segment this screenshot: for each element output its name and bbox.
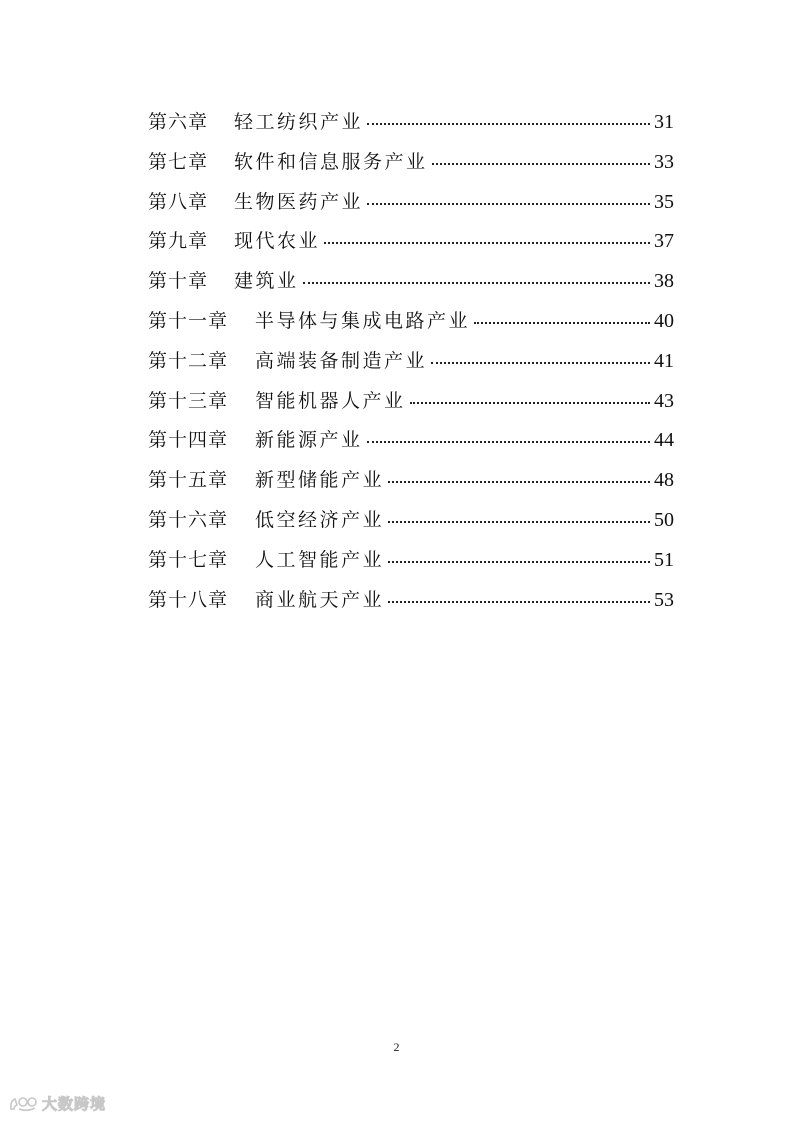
toc-entry[interactable] — [148, 107, 674, 147]
toc-dot-leader — [388, 547, 650, 566]
toc-entry[interactable] — [148, 147, 674, 187]
toc-chapter-title: 轻工纺织产业 — [234, 111, 364, 133]
brand-logo-icon — [8, 1095, 38, 1113]
toc-page-number: 51 — [654, 548, 674, 571]
page-number: 2 — [393, 1040, 400, 1054]
toc-page-number: 53 — [654, 588, 674, 611]
toc-dot-leader — [367, 189, 650, 208]
toc-page-number: 31 — [654, 111, 674, 133]
toc-page-number: 44 — [654, 429, 674, 452]
toc-entry[interactable] — [148, 266, 674, 306]
toc-page-number: 40 — [654, 309, 674, 332]
toc-dot-leader — [367, 109, 650, 128]
toc-dot-leader — [474, 308, 650, 327]
toc-chapter-title: 软件和信息服务产业 — [234, 150, 428, 173]
toc-dot-leader — [324, 228, 650, 247]
toc-dot-leader — [388, 507, 650, 526]
toc-dot-leader — [410, 388, 650, 407]
toc-chapter-number: 第九章 — [148, 230, 209, 253]
toc-entry[interactable] — [148, 545, 674, 585]
toc-chapter-number: 第十七章 — [148, 548, 229, 571]
toc-entry[interactable] — [148, 425, 674, 465]
toc-entry[interactable] — [148, 346, 674, 386]
table-of-contents — [148, 107, 674, 624]
toc-chapter-number: 第十三章 — [148, 389, 229, 412]
toc-chapter-number: 第十二章 — [148, 349, 229, 372]
toc-chapter-number: 第十八章 — [148, 588, 229, 611]
toc-entry[interactable] — [148, 306, 674, 346]
toc-dot-leader — [367, 427, 650, 446]
toc-chapter-title: 半导体与集成电路产业 — [255, 309, 471, 332]
toc-page-number: 48 — [654, 469, 674, 492]
toc-entry[interactable] — [148, 585, 674, 625]
toc-chapter-title: 新型储能产业 — [255, 469, 385, 492]
toc-entry[interactable] — [148, 187, 674, 227]
toc-chapter-number: 第十四章 — [148, 429, 229, 452]
toc-page-number: 33 — [654, 150, 674, 173]
toc-page-number: 41 — [654, 349, 674, 372]
toc-chapter-number: 第十一章 — [148, 309, 229, 332]
toc-entry[interactable] — [148, 505, 674, 545]
toc-chapter-number: 第十五章 — [148, 469, 229, 492]
toc-entry[interactable] — [148, 386, 674, 426]
toc-chapter-number: 第七章 — [148, 150, 209, 173]
toc-dot-leader — [432, 149, 650, 168]
toc-entry[interactable] — [148, 465, 674, 505]
toc-dot-leader — [388, 587, 650, 606]
toc-chapter-number: 第十六章 — [148, 508, 229, 531]
toc-page-number: 37 — [654, 230, 674, 253]
toc-page-number: 35 — [654, 190, 674, 213]
toc-chapter-title: 商业航天产业 — [255, 588, 385, 611]
toc-chapter-title: 人工智能产业 — [255, 548, 385, 571]
toc-dot-leader — [303, 268, 650, 287]
toc-chapter-title: 智能机器人产业 — [255, 389, 406, 412]
toc-chapter-title: 现代农业 — [234, 230, 321, 253]
toc-page-number: 50 — [654, 508, 674, 531]
toc-chapter-title: 生物医药产业 — [234, 190, 364, 213]
toc-chapter-number: 第六章 — [148, 111, 209, 133]
toc-chapter-number: 第十章 — [148, 270, 209, 293]
watermark-text: 大数跨境 — [42, 1095, 107, 1113]
toc-page-number: 38 — [654, 270, 674, 293]
toc-chapter-number: 第八章 — [148, 190, 209, 213]
toc-chapter-title: 高端装备制造产业 — [255, 349, 428, 372]
toc-entry[interactable] — [148, 226, 674, 266]
toc-chapter-title: 建筑业 — [234, 270, 299, 293]
toc-dot-leader — [388, 467, 650, 486]
toc-chapter-title: 新能源产业 — [255, 429, 363, 452]
toc-dot-leader — [431, 348, 650, 367]
toc-page-number: 43 — [654, 389, 674, 412]
watermark — [8, 1093, 106, 1114]
toc-chapter-title: 低空经济产业 — [255, 508, 385, 531]
